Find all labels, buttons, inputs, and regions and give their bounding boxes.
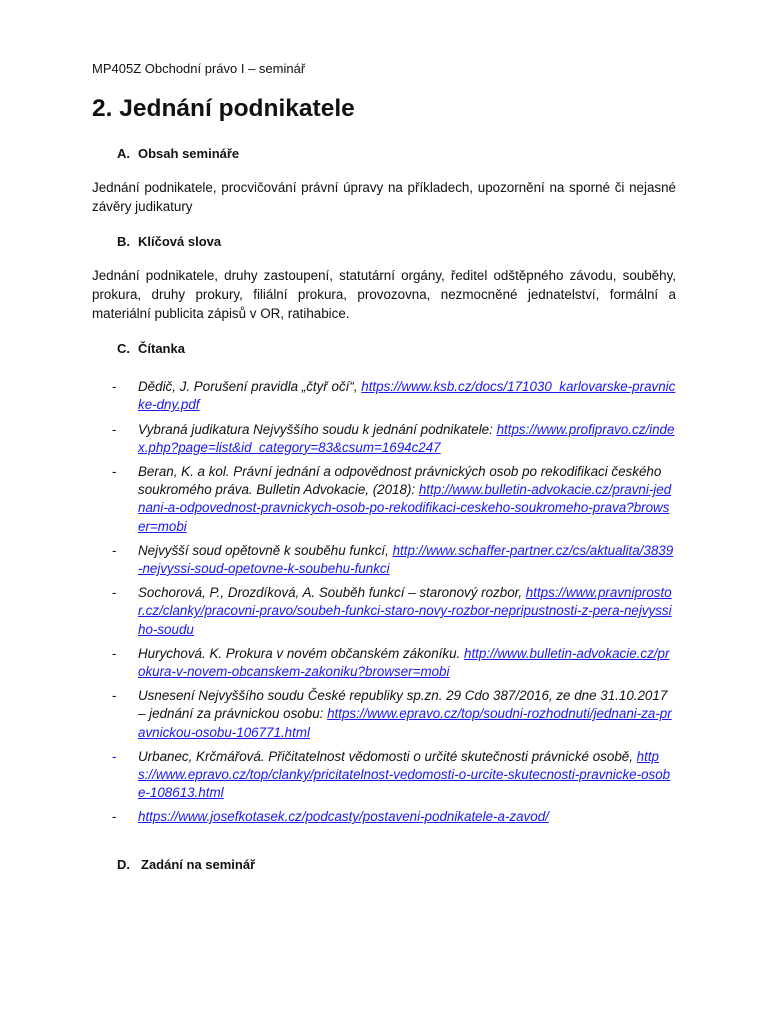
reading-list (92, 378, 676, 826)
section-b-letter: B. (117, 234, 130, 250)
section-a-text: Jednání podnikatele, procvičování právní úpravy na příkladech, upozornění na sporné či nejasné závěry judikatury (92, 180, 676, 214)
list-dash: - (112, 421, 117, 437)
page-title: 2. Jednání podnikatele (92, 95, 355, 122)
reading-link[interactable]: https://www.josefkotasek.cz/podcasty/postaveni-podnikatele-a-zavod/ (138, 809, 549, 825)
list-item (92, 463, 676, 536)
list-dash: - (112, 688, 117, 704)
section-c-heading (117, 341, 676, 356)
reading-link[interactable]: http://www.bulletin-advokacie.cz/prokura-v-novem-obcanskem-zakoniku?browser=mobi (138, 645, 670, 679)
list-item (92, 687, 676, 742)
reading-link[interactable]: http://www.schaffer-partner.cz/cs/aktualita/3839-nejvyssi-soud-opetovne-k-soubehu-funkci (138, 542, 674, 576)
list-item-text: Dědič, J. Porušení pravidla „čtyř očí“, (138, 379, 362, 395)
section-d-title: Zadání na seminář (141, 856, 256, 872)
section-d-letter: D. (117, 856, 130, 872)
section-c-letter: C. (117, 341, 130, 357)
list-dash: - (112, 585, 117, 601)
reading-link[interactable]: https://www.epravo.cz/top/clanky/pricitatelnost-vedomosti-o-urcite-skutecnosti-pravnicke-osobe-108613.html (138, 748, 671, 801)
course-header: MP405Z Obchodní právo I – seminář (92, 61, 306, 76)
reading-link[interactable]: http://www.bulletin-advokacie.cz/pravni-jednani-a-odpovednost-pravnickych-osob-po-rekodifikaci-ceskeho-soukromeho-prava?browser=mobi (138, 482, 672, 534)
list-item (92, 542, 676, 578)
list-dash: - (112, 379, 117, 395)
reading-link[interactable]: https://www.pravniprostor.cz/clanky/pracovni-pravo/soubeh-funkci-staro-novy-rozbor-nepripustnosti-z-pera-nejvyssiho-soudu (138, 585, 672, 637)
reading-link[interactable]: https://www.profipravo.cz/index.php?page=list&id_category=83&csum=1694c247 (138, 421, 675, 455)
list-item-text: Vybraná judikatura Nejvyššího soudu k jednání podnikatele: (138, 421, 497, 437)
section-d-heading (117, 857, 676, 872)
reading-link[interactable]: https://www.ksb.cz/docs/171030_karlovarske-pravnicke-dny.pdf (138, 379, 676, 413)
list-item-text: Sochorová, P., Drozdíková, A. Souběh funkcí – staronový rozbor, (138, 585, 526, 601)
section-a-title: Obsah semináře (138, 146, 240, 162)
section-a-heading (117, 146, 676, 161)
section-b-text: Jednání podnikatele, druhy zastoupení, statutární orgány, ředitel odštěpného závodu, souběhy, prokura, druhy prokury, filiální prokura, provozovna, nezmocněné jednatelství, formální a materiální publicita zápisů v OR, ratihabice. (92, 268, 676, 321)
list-item-text: Nejvyšší soud opětovně k souběhu funkcí, (138, 542, 393, 558)
list-item-text: Usnesení Nejvyššího soudu České republiky sp.zn. 29 Cdo 387/2016, ze dne 31.10.2017 – jednání za právnickou osobu: (138, 688, 668, 722)
list-item (92, 584, 676, 639)
section-a-letter: A. (117, 146, 130, 162)
section-b-heading (117, 234, 676, 249)
list-dash: - (112, 748, 117, 764)
list-dash: - (112, 463, 117, 479)
list-item (92, 378, 676, 414)
list-item-text: Urbanec, Krčmářová. Přičitatelnost vědomosti o určité skutečnosti právnické osobě, (138, 748, 637, 764)
list-dash: - (112, 542, 117, 558)
list-item (92, 421, 676, 457)
list-item (92, 748, 676, 803)
list-item-text: Hurychová. K. Prokura v novém občanském zákoníku. (138, 645, 464, 661)
list-item-text: Beran, K. a kol. Právní jednání a odpovědnost právnických osob po rekodifikaci českého soukromého práva. Bulletin Advokacie, (2018): (138, 463, 662, 498)
list-item (92, 808, 676, 826)
reading-link[interactable]: https://www.epravo.cz/top/soudni-rozhodnuti/jednani-za-pravnickou-osobu-106771.html (138, 706, 672, 740)
list-dash: - (112, 809, 117, 825)
list-dash: - (112, 645, 117, 661)
section-b-title: Klíčová slova (138, 234, 222, 250)
section-c-title: Čítanka (138, 341, 185, 357)
list-item (92, 645, 676, 681)
